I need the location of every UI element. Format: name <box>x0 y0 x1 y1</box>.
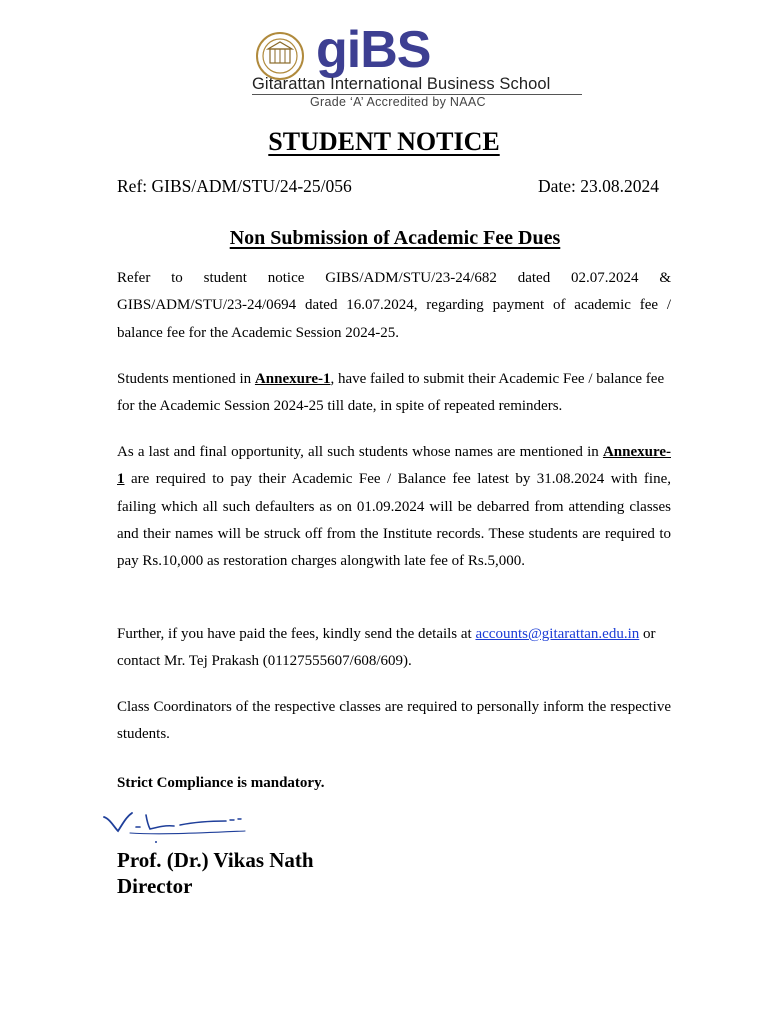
logo-wordmark: giBS <box>316 21 431 79</box>
notice-subject-text: Non Submission of Academic Fee Dues <box>229 227 561 249</box>
paragraph-final-opportunity <box>117 439 671 575</box>
paragraph-line: balance fee for the Academic Session 2024-25. <box>117 324 399 341</box>
paragraph-coordinators <box>117 694 671 749</box>
school-seal-icon <box>252 31 308 81</box>
notice-subject <box>0 226 768 250</box>
paragraph-line: GIBS/ADM/STU/23-24/0694 dated 16.07.2024, regarding payment of academic fee / <box>117 297 671 314</box>
reference-number: Ref: GIBS/ADM/STU/24-25/056 <box>117 176 352 196</box>
school-name: Gitarattan International Business School <box>252 75 551 93</box>
paragraph-text: , have failed to submit their Academic Fee / balance fee for the Academic Session 2024-25 till date, in spite of repeated reminders. <box>117 371 665 415</box>
accounts-email-link[interactable]: accounts@gitarattan.edu.in <box>475 626 640 642</box>
notice-date: Date: 23.08.2024 <box>538 176 660 196</box>
paragraph-text: or contact Mr. Tej Prakash (01127555607/608/609). <box>117 626 656 670</box>
paragraph-defaulters <box>117 366 671 421</box>
paragraph-text: are required to pay their Academic Fee / Balance fee latest by 31.08.2024 with fine, failing which all such defaulters as on 01.09.2024 will be debarred from attending classes and their names will be struck off from the Institute records. These students are required to pay Rs.10,000 as restoration charges alongwith late fee of Rs.5,000. <box>117 471 671 570</box>
paragraph-reference <box>117 265 671 347</box>
paragraph-text: As a last and final opportunity, all such students whose names are mentioned in <box>117 444 603 460</box>
paragraph-text: Further, if you have paid the fees, kindly send the details at <box>117 626 476 642</box>
accreditation-line: Grade ‘A’ Accredited by NAAC <box>310 95 486 109</box>
paragraph-contact <box>117 621 671 676</box>
signature-icon <box>100 805 250 847</box>
paragraph-text: Students mentioned in <box>117 371 255 387</box>
annexure-reference: Annexure-1 <box>117 444 671 488</box>
annexure-reference: Annexure-1 <box>254 371 331 387</box>
notice-title-text: STUDENT NOTICE <box>268 127 500 156</box>
compliance-note: Strict Compliance is mandatory. <box>117 775 325 791</box>
paragraph-line: Refer to student notice GIBS/ADM/STU/23-24/682 dated 02.07.2024 & <box>117 270 671 286</box>
paragraph-text: Class Coordinators of the respective classes are required to personally inform the respective students. <box>117 699 671 743</box>
signatory-name: Prof. (Dr.) Vikas Nath <box>117 848 314 872</box>
notice-title <box>0 125 768 159</box>
signatory-title: Director <box>117 874 193 898</box>
